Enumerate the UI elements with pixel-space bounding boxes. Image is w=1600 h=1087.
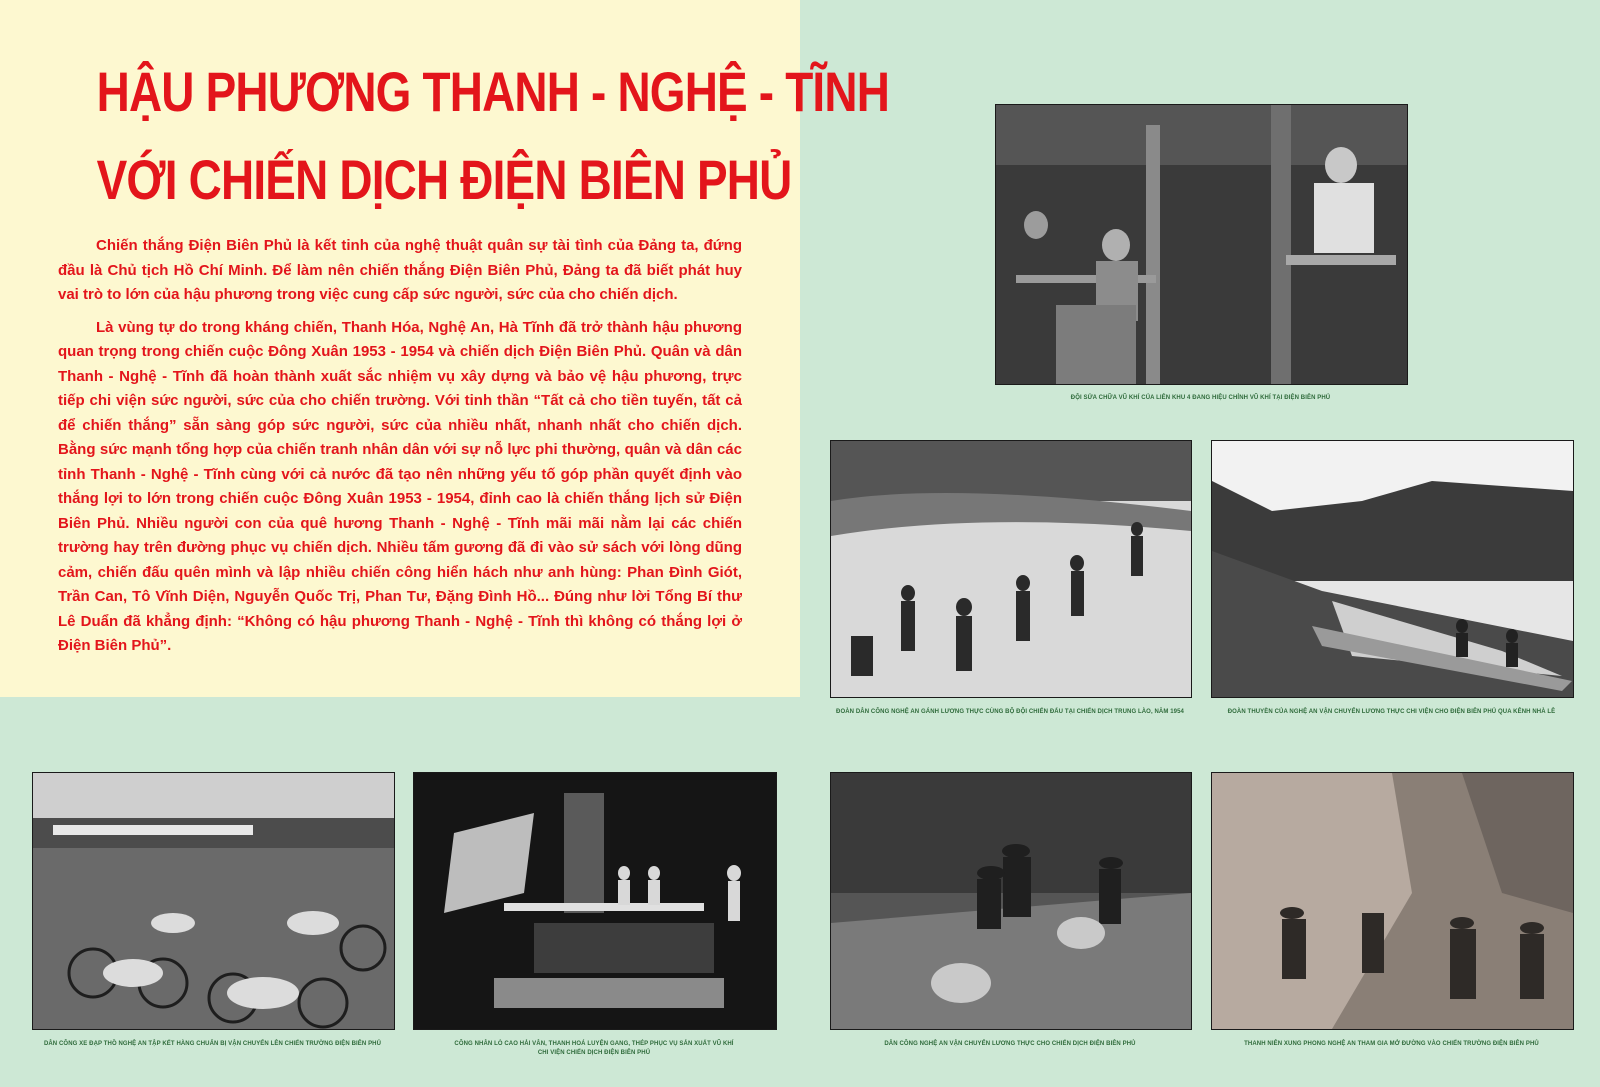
caption-porters-stream: ĐOÀN DÂN CÔNG NGHỆ AN GÁNH LƯƠNG THỰC CÙNG BỘ ĐỘI CHIẾN ĐẤU TẠI CHIẾN DỊCH TRUNG LÀO, NĂM 1954 [836, 709, 1184, 715]
caption-transport-stream: DÂN CÔNG NGHỆ AN VẬN CHUYỂN LƯƠNG THỰC CHO CHIẾN DỊCH ĐIỆN BIÊN PHỦ [884, 1041, 1136, 1047]
photo-transport-stream [830, 772, 1192, 1030]
caption-furnace [413, 1040, 775, 1058]
photo-weapons-repair [995, 104, 1408, 385]
body-text [58, 234, 742, 667]
title-line-1: HẬU PHƯƠNG THANH - NGHỆ - TĨNH [96, 60, 890, 123]
caption-weapons-repair: ĐỘI SỬA CHỮA VŨ KHÍ CỦA LIÊN KHU 4 ĐANG HIỆU CHỈNH VŨ KHÍ TẠI ĐIỆN BIÊN PHỦ [1070, 395, 1331, 401]
caption-boats-canal: ĐOÀN THUYỀN CỦA NGHỆ AN VẬN CHUYỂN LƯƠNG THỰC CHI VIỆN CHO ĐIỆN BIÊN PHỦ QUA KÊNH NHÀ LÊ [1227, 709, 1556, 715]
body-paragraph-2: Là vùng tự do trong kháng chiến, Thanh Hóa, Nghệ An, Hà Tĩnh đã trở thành hậu phương quan trọng trong chiến cuộc Đông Xuân 1953 - 1954 và chiến dịch Điện Biên Phủ. Quân và dân Thanh - Nghệ - Tĩnh đã hoàn thành xuất sắc nhiệm vụ xây dựng và bảo vệ hậu phương, trực tiếp chi viện sức người, sức của cho chiến trường. Với tinh thần “Tất cả cho tiền tuyến, tất cả để chiến thắng” sẵn sàng góp sức người, sức của nhiều nhất, nhanh nhất cho chiến dịch. Bằng sức mạnh tổng hợp của chiến tranh nhân dân với sự nỗ lực phi thường, quân và dân các tỉnh Thanh - Nghệ - Tĩnh cùng với cả nước đã tạo nên những yếu tố góp phần quyết định vào thắng lợi to lớn trong chiến cuộc Đông Xuân 1953 - 1954, đỉnh cao là chiến thắng lịch sử Điện Biên Phủ. Nhiều người con của quê hương Thanh - Nghệ - Tĩnh mãi mãi nằm lại các chiến trường hay trên đường phục vụ chiến dịch. Nhiều tấm gương đã đi vào sử sách với lòng dũng cảm, chiến đấu quên mình và lập nhiều chiến công hiển hách như anh hùng: Phan Đình Giót, Trần Can, Tô Vĩnh Diện, Nguyễn Quốc Trị, Phan Tư, Đặng Đình Hồ... Đúng như lời Tổng Bí thư Lê Duẩn đã khẳng định: “Không có hậu phương Thanh - Nghệ - Tĩnh thì không có thắng lợi ở Điện Biên Phủ”. [58, 318, 742, 654]
photo-porters-stream [830, 440, 1192, 698]
text-panel [0, 0, 890, 697]
caption-furnace-line-2: CHI VIỆN CHIẾN DỊCH ĐIỆN BIÊN PHỦ [537, 1050, 651, 1056]
photo-furnace [413, 772, 777, 1030]
title-line-2: VỚI CHIẾN DỊCH ĐIỆN BIÊN PHỦ [96, 148, 792, 211]
photo-road-opening [1211, 772, 1574, 1030]
body-paragraph-1: Chiến thắng Điện Biên Phủ là kết tinh của nghệ thuật quân sự tài tình của Đảng ta, đứng đầu là Chủ tịch Hồ Chí Minh. Để làm nên chiến thắng Điện Biên Phủ, Đảng ta đã biết phát huy vai trò to lớn của hậu phương trong việc cung cấp sức người, sức của cho chiến dịch. [58, 237, 742, 303]
caption-furnace-line-1: CÔNG NHÂN LÒ CAO HẢI VÂN, THANH HOÁ LUYỆN GANG, THÉP PHỤC VỤ SẢN XUẤT VŨ KHÍ [454, 1041, 734, 1047]
caption-road-opening: THANH NIÊN XUNG PHONG NGHỆ AN THAM GIA MỞ ĐƯỜNG VÀO CHIẾN TRƯỜNG ĐIỆN BIÊN PHỦ [1244, 1041, 1539, 1047]
caption-bicycles: DÂN CÔNG XE ĐẠP THỒ NGHỆ AN TẬP KẾT HÀNG CHUẨN BỊ VẬN CHUYỂN LÊN CHIẾN TRƯỜNG ĐIỆN BIÊN PHỦ [43, 1041, 382, 1047]
photo-bicycles [32, 772, 395, 1030]
photo-boats-canal [1211, 440, 1574, 698]
page-title [96, 48, 890, 224]
